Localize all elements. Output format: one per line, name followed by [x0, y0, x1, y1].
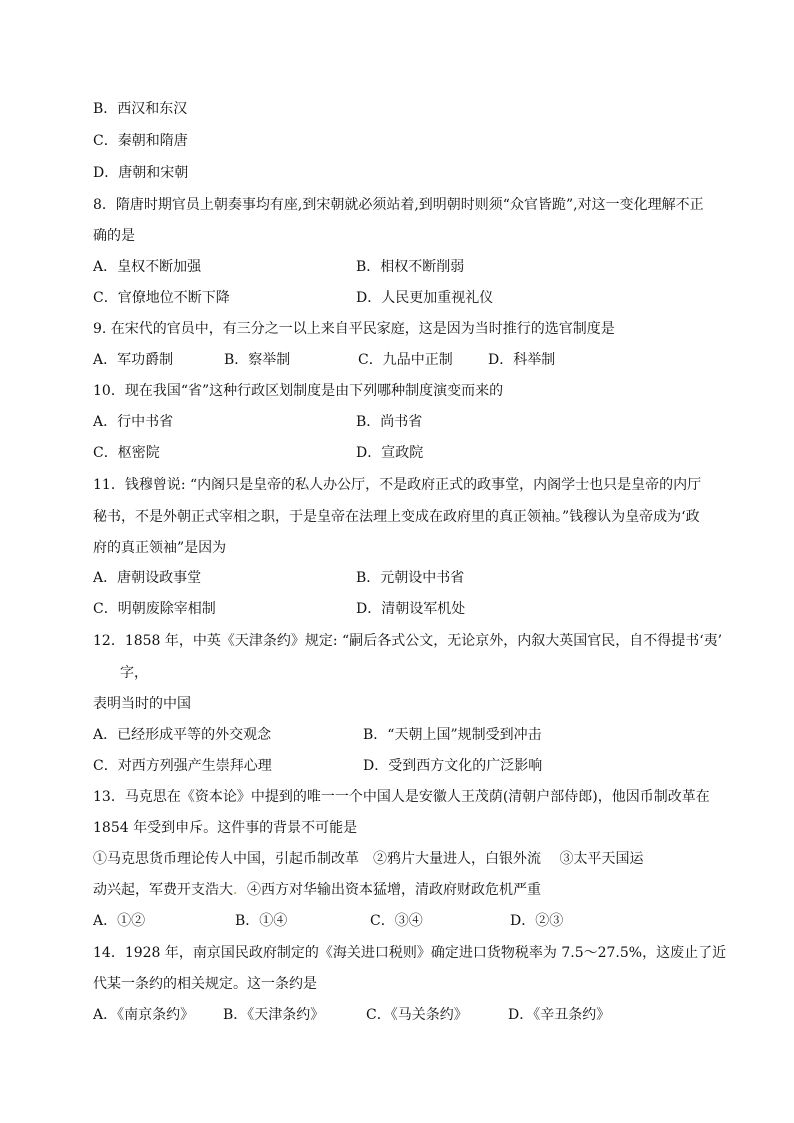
q13-option-a: A．①②: [93, 913, 146, 929]
q8-option-c: C．官僚地位不断下降: [93, 290, 230, 306]
q14-stem-line2: 代某一条约的相关规定。这一条约是: [93, 976, 317, 992]
q12-option-d: D．受到西方文化的广泛影响: [363, 758, 543, 774]
q10-option-c: C．枢密院: [93, 445, 160, 461]
q10-stem: 10．现在我国“省”这种行政区划制度是由下列哪种制度演变而来的: [93, 383, 504, 399]
q7-option-d: D．唐朝和宋朝: [93, 165, 189, 181]
q13-option-c: C．③④: [370, 913, 423, 929]
q9-stem: 9. 在宋代的官员中，有三分之一以上来自平民家庭，这是因为当时推行的选官制度是: [93, 321, 615, 337]
q10-option-b: B．尚书省: [356, 414, 423, 430]
q13-stem-line2: 1854 年受到申斥。这件事的背景不可能是: [93, 820, 358, 836]
q11-stem-line3: 府的真正领袖”是因为: [93, 540, 227, 556]
q12-stem-line1: 12．1858 年，中英《天津条约》规定: “嗣后各式公文，无论京外，内叙大英国官民，自不得提书‘夷’: [93, 633, 723, 649]
q13-stem-line1: 13．马克思在《资本论》中提到的唯一一个中国人是安徽人王茂荫(清朝户部侍郎)，他因币制改革在: [93, 789, 710, 805]
q13-statements-line2: [93, 880, 541, 900]
q12-option-b: B．“天朝上国”规制受到冲击: [363, 727, 542, 743]
q14-option-a: A．《南京条约》: [93, 1007, 195, 1023]
q9-option-d: D．科举制: [488, 352, 556, 368]
q8-stem-line1: 8．隋唐时期官员上朝奏事均有座,到宋朝就必须站着,到明朝时则须“众官皆跪”,对这一变化理解不正: [93, 197, 704, 213]
q14-option-d: D．《辛丑条约》: [508, 1007, 611, 1023]
q8-stem-line2: 确的是: [93, 228, 135, 244]
q12-stem-line2: 字，: [120, 665, 148, 681]
q12-option-a: A．已经形成平等的外交观念: [93, 727, 272, 743]
q13-statement-3-end: 动兴起，军费开支浩大: [93, 882, 233, 898]
q7-option-c: C．秦朝和隋唐: [93, 133, 188, 149]
q8-option-b: B．相权不断削弱: [356, 259, 465, 275]
q13-statement-4: ④西方对华输出资本猛增，清政府财政危机严重: [247, 882, 541, 898]
q7-option-b: B．西汉和东汉: [93, 101, 188, 117]
q11-stem-line2: 秘书，不是外朝正式宰相之职，于是皇帝在法理上变成在政府里的真正领袖。”钱穆认为皇帝成为‘政: [93, 509, 700, 525]
q13-option-d: D．②③: [510, 913, 564, 929]
q11-stem-line1: 11．钱穆曾说: “内阁只是皇帝的私人办公厅，不是政府正式的政事堂，内阁学士也只是皇帝的内厅: [93, 477, 702, 493]
q11-option-b: B．元朝设中书省: [356, 570, 465, 586]
q13-option-b: B．①④: [235, 913, 288, 929]
q9-option-c: C．九品中正制: [358, 352, 453, 368]
q10-option-a: A．行中书省: [93, 414, 174, 430]
q12-stem-line3: 表明当时的中国: [93, 696, 191, 712]
q14-stem-line1: 14．1928 年，南京国民政府制定的《海关进口税则》确定进口货物税率为 7.5～27.5%，这废止了近: [93, 945, 727, 961]
q13-statements-line1: ①马克思货币理论传人中国，引起币制改革 ②鸦片大量进人，白银外流 ③太平天国运: [93, 851, 644, 867]
q14-option-c: C．《马关条约》: [366, 1007, 468, 1023]
q12-option-c: C．对西方列强产生崇拜心理: [93, 758, 272, 774]
q11-option-d: D．清朝设军机处: [356, 601, 466, 617]
q11-option-c: C．明朝废除宰相制: [93, 601, 216, 617]
q14-option-b: B．《天津条约》: [223, 1007, 325, 1023]
q9-option-a: A．军功爵制: [93, 352, 174, 368]
q8-option-a: A．皇权不断加强: [93, 259, 202, 275]
q8-option-d: D．人民更加重视礼仪: [356, 290, 494, 306]
q10-option-d: D．宣政院: [356, 445, 424, 461]
q13-separator-dot: ．: [233, 882, 247, 898]
q9-option-b: B．察举制: [224, 352, 291, 368]
q11-option-a: A．唐朝设政事堂: [93, 570, 202, 586]
